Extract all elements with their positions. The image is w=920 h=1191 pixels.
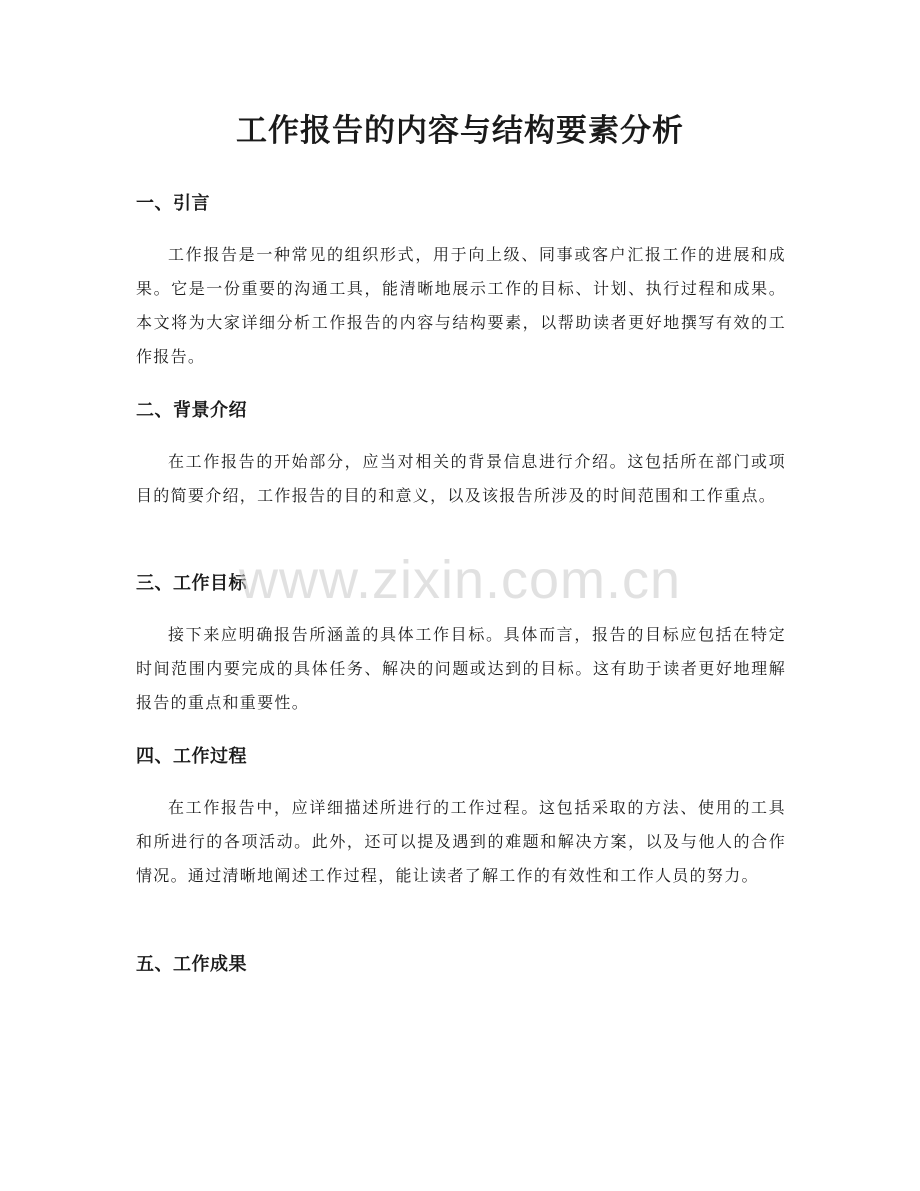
section-paragraph: 接下来应明确报告所涵盖的具体工作目标。具体而言，报告的目标应包括在特定时间范围内要完成的具体任务、解决的问题或达到的目标。这有助于读者更好地理解报告的重点和重要性。	[136, 625, 786, 712]
section-work-goals	[136, 570, 786, 720]
section-heading: 一、引言	[136, 193, 210, 214]
section-paragraph: 在工作报告中，应详细描述所进行的工作过程。这包括采取的方法、使用的工具和所进行的各项活动。此外，还可以提及遇到的难题和解决方案，以及与他人的合作情况。通过清晰地阐述工作过程，能让读者了解工作的有效性和工作人员的努力。	[136, 798, 786, 885]
section-heading: 三、工作目标	[136, 573, 247, 594]
section-heading: 四、工作过程	[136, 746, 247, 767]
section-paragraph: 在工作报告的开始部分，应当对相关的背景信息进行介绍。这包括所在部门或项目的简要介绍，工作报告的目的和意义，以及该报告所涉及的时间范围和工作重点。	[136, 452, 786, 505]
document-title: 工作报告的内容与结构要素分析	[236, 113, 684, 149]
section-paragraph: 工作报告是一种常见的组织形式，用于向上级、同事或客户汇报工作的进展和成果。它是一份重要的沟通工具，能清晰地展示工作的目标、计划、执行过程和成果。本文将为大家详细分析工作报告的内容与结构要素，以帮助读者更好地撰写有效的工作报告。	[136, 245, 786, 366]
section-work-process	[136, 743, 786, 893]
section-heading: 五、工作成果	[136, 954, 247, 975]
section-introduction	[136, 190, 786, 374]
section-background	[136, 397, 786, 513]
section-work-results	[136, 951, 786, 979]
section-heading: 二、背景介绍	[136, 400, 247, 421]
watermark: www.zixin.com.cn	[238, 550, 682, 610]
